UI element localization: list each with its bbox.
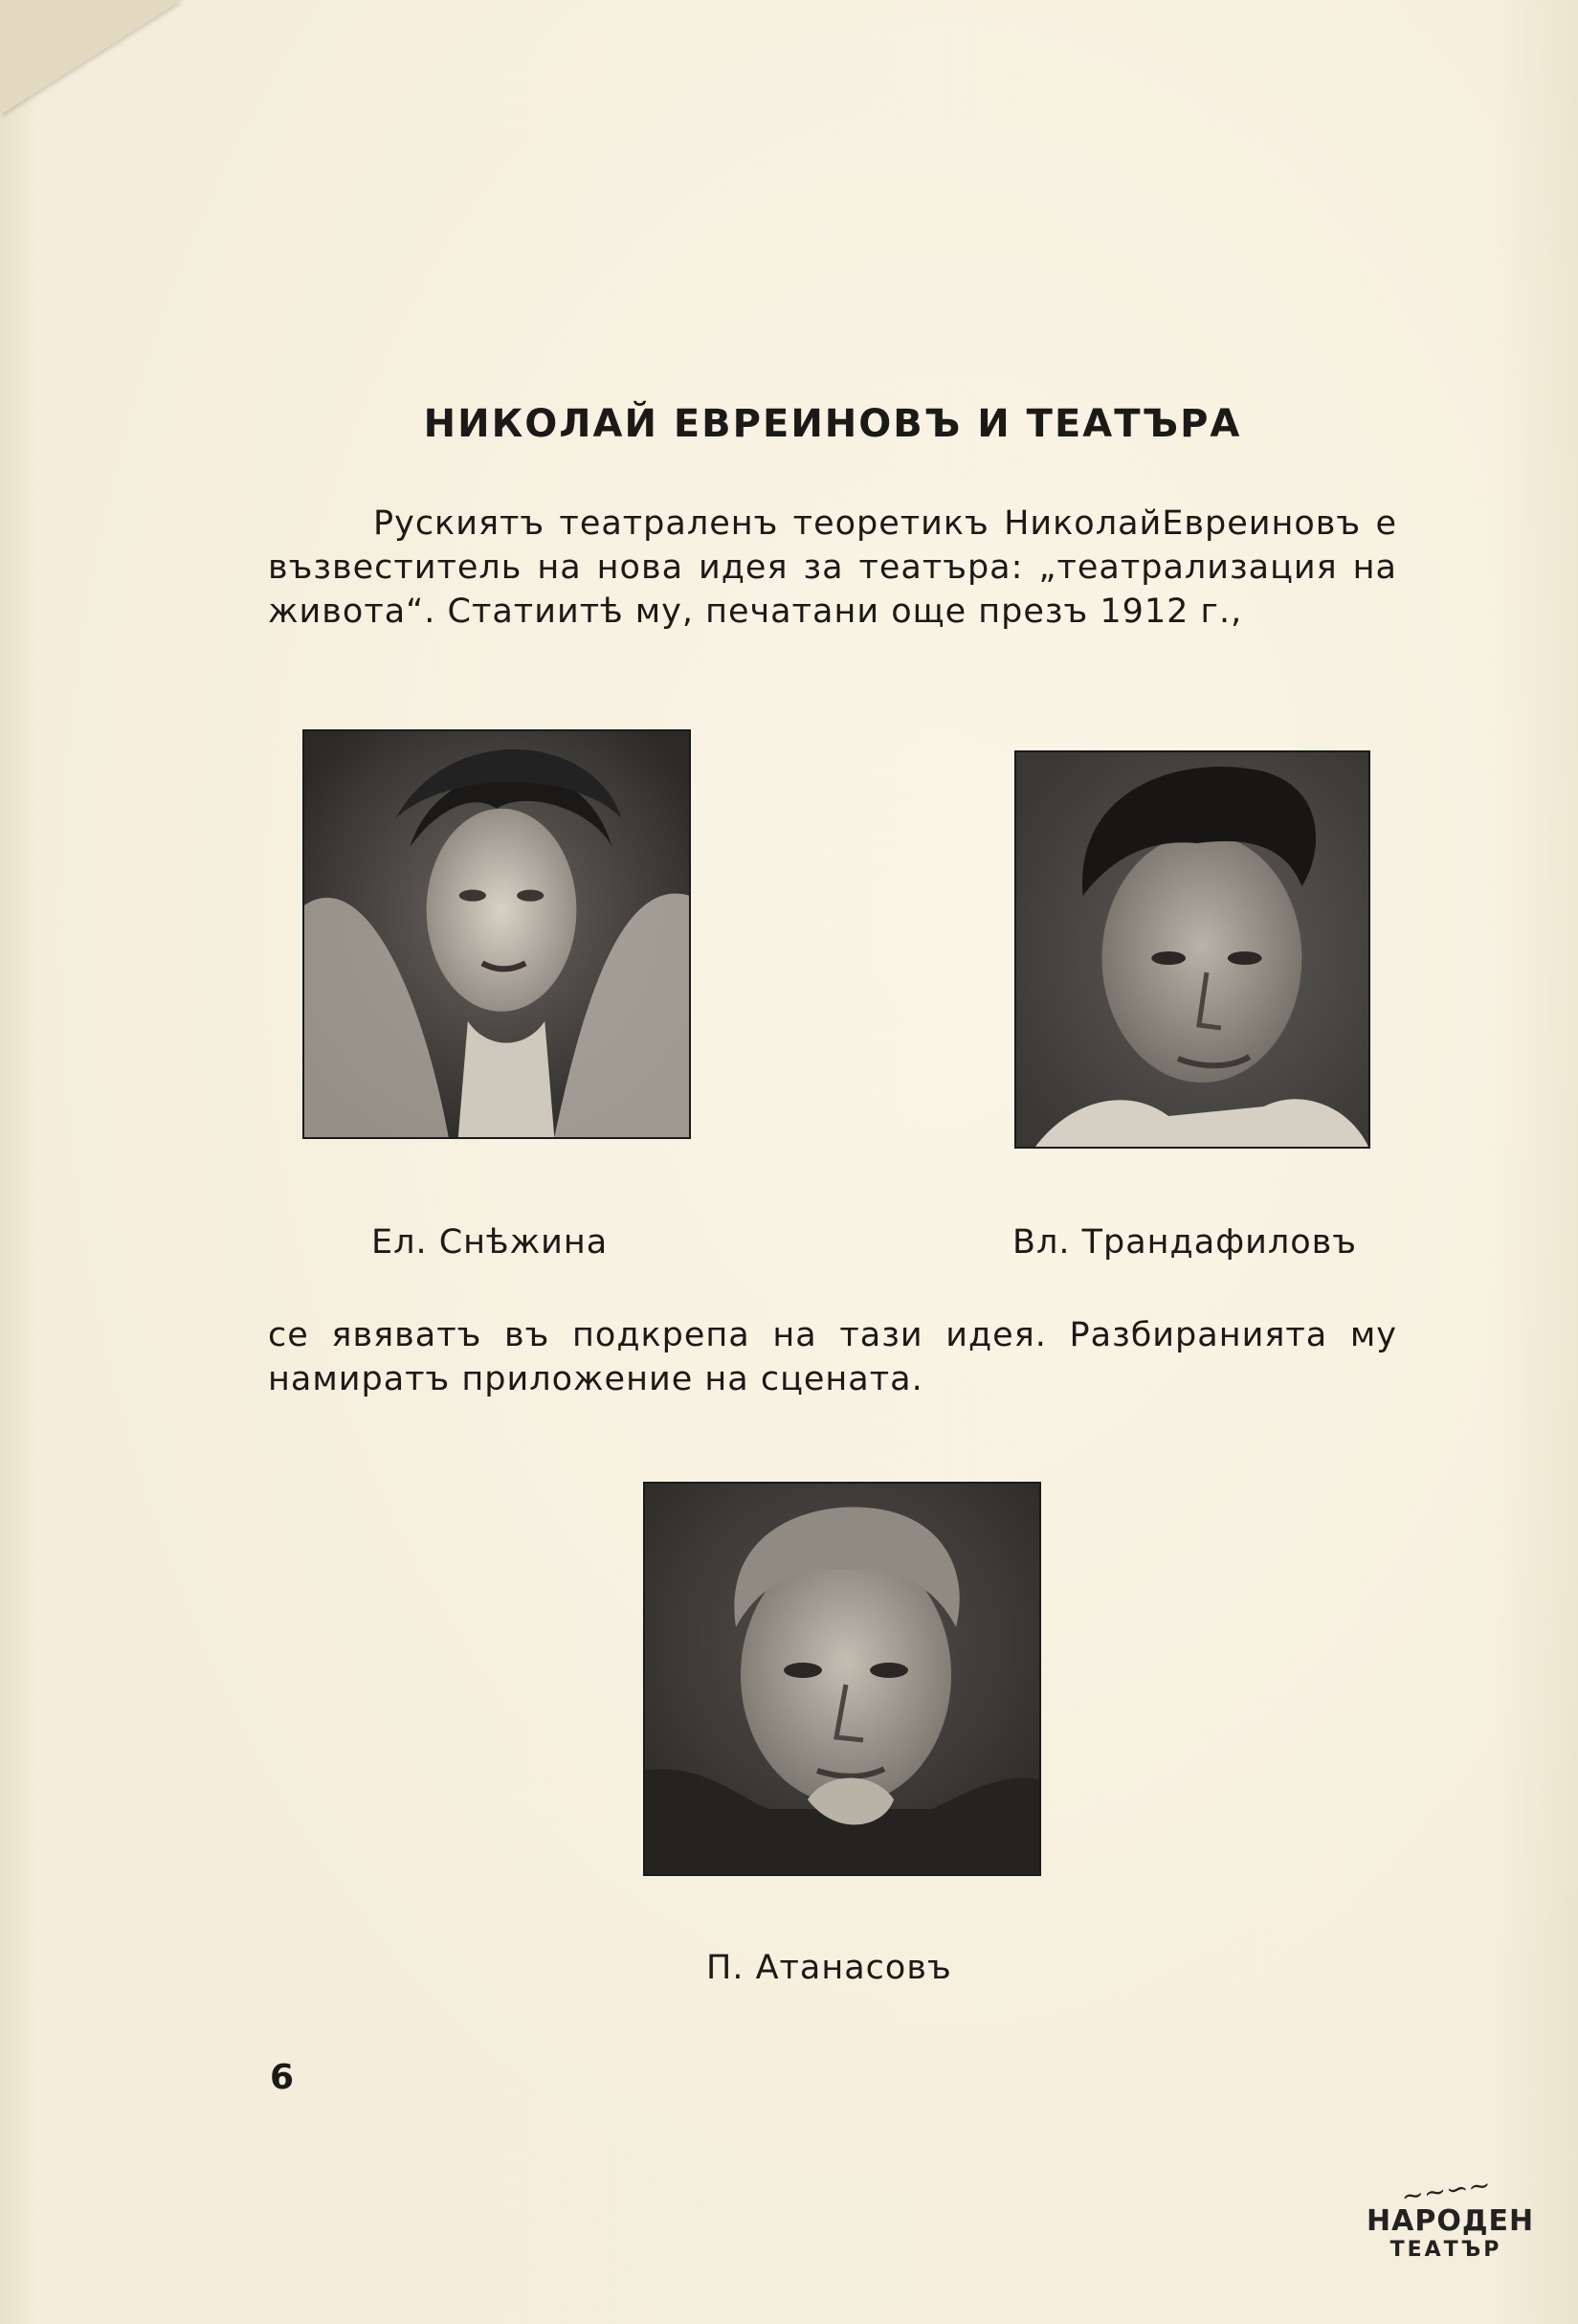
paragraph-intro-text: Рускиятъ театраленъ теоретикъ НиколайЕвреиновъ е възвеститель на нова идея за театъра: „театрализация на живота“. Статиитѣ му, печатани още презъ 1912 г., (268, 504, 1397, 631)
paragraph-intro (268, 502, 1397, 634)
logo-line-2: ТЕАТЪР (1389, 2238, 1502, 2262)
portrait-photo-atanasov (643, 1482, 1041, 1876)
paragraph-continuation (268, 1313, 1397, 1401)
portrait-image (304, 731, 689, 1137)
page-number: 6 (270, 2058, 295, 2097)
portrait-photo-snezhina (302, 729, 691, 1139)
portrait-photo-trandafilov (1014, 750, 1370, 1149)
caption-snezhina: Ел. Снѣжина (371, 1223, 609, 1262)
caption-atanasov: П. Атанасовъ (706, 1949, 952, 1987)
paragraph-continuation-text: се явяватъ въ подкрепа на тази идея. Разбиранията му намиратъ приложение на сцената. (268, 1316, 1397, 1398)
theatre-logo (1367, 2168, 1535, 2290)
caption-trandafilov: Вл. Трандафиловъ (1012, 1223, 1358, 1262)
signature-mark: ~~∽~ (1399, 2168, 1493, 2213)
portrait-image (1016, 752, 1368, 1147)
folded-corner (0, 0, 182, 115)
logo-line-1: НАРОДЕН (1367, 2204, 1535, 2238)
portrait-image (645, 1484, 1039, 1874)
page-heading: НИКОЛАЙ ЕВРЕИНОВЪ И ТЕАТЪРА (423, 402, 1242, 446)
